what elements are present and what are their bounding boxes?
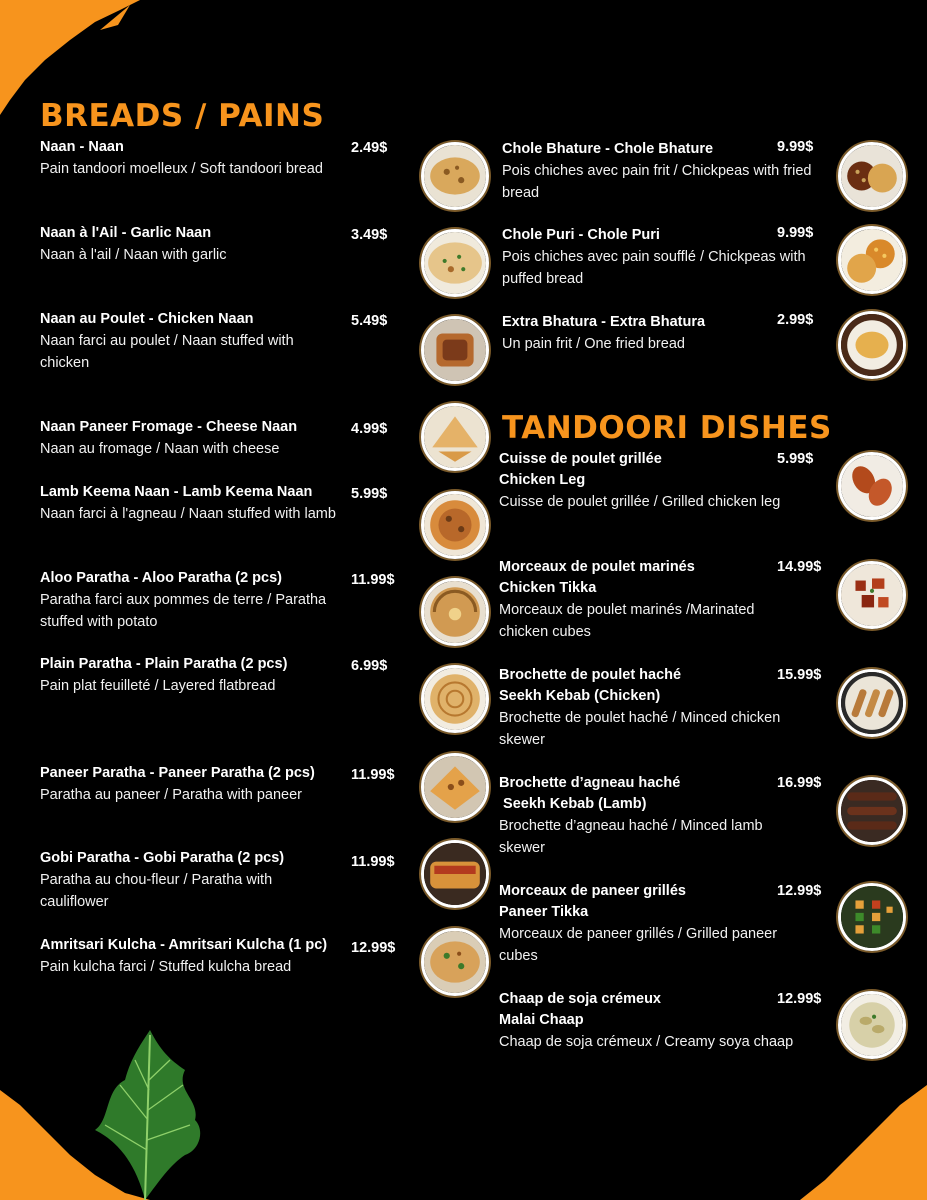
item-description: Un pain frit / One fried bread — [502, 336, 685, 352]
menu-item — [499, 773, 799, 859]
paneer-tikka-plate-image — [838, 883, 906, 951]
item-name-english: Seekh Kebab (Lamb) — [499, 796, 647, 812]
menu-item — [40, 568, 340, 633]
leaf-decoration — [75, 1030, 215, 1200]
item-name: Cuisse de poulet grillée — [499, 451, 662, 467]
item-price: 5.99$ — [351, 486, 388, 502]
item-price: 9.99$ — [777, 139, 814, 155]
menu-item — [40, 137, 340, 180]
item-price: 12.99$ — [777, 991, 822, 1007]
menu-item — [499, 881, 799, 967]
naan-plate-image — [421, 142, 489, 210]
item-description: Paratha au chou-fleur / Paratha with cauliflower — [40, 872, 273, 910]
item-name-english: Chicken Leg — [499, 472, 586, 488]
item-name: Chole Puri - Chole Puri — [502, 227, 660, 243]
bhatura-plate-image — [838, 311, 906, 379]
menu-item — [502, 225, 812, 290]
malai-chaap-plate-image — [838, 991, 906, 1059]
paneer-paratha-plate-image — [421, 753, 489, 821]
menu-item — [499, 557, 799, 643]
item-price: 16.99$ — [777, 775, 822, 791]
item-description: Naan farci au poulet / Naan stuffed with chicken — [40, 333, 294, 371]
chole-bhature-plate-image — [838, 142, 906, 210]
gobi-paratha-plate-image — [421, 840, 489, 908]
item-price: 11.99$ — [351, 767, 395, 783]
item-price: 2.49$ — [351, 140, 388, 156]
item-price: 9.99$ — [777, 225, 814, 241]
chicken-leg-plate-image — [838, 452, 906, 520]
item-name-english: Paneer Tikka — [499, 904, 589, 920]
item-price: 15.99$ — [777, 667, 822, 683]
item-name: Extra Bhatura - Extra Bhatura — [502, 314, 706, 330]
item-name-english: Seekh Kebab (Chicken) — [499, 688, 661, 704]
item-price: 6.99$ — [351, 658, 388, 674]
item-name-english: Chicken Tikka — [499, 580, 597, 596]
plain-paratha-plate-image — [421, 665, 489, 733]
menu-item — [40, 309, 340, 374]
item-name: Paneer Paratha - Paneer Paratha (2 pcs) — [40, 765, 315, 781]
item-description: Pois chiches avec pain frit / Chickpeas with fried bread — [502, 163, 812, 201]
item-name-english: Malai Chaap — [499, 1012, 584, 1028]
item-name: Morceaux de poulet marinés — [499, 559, 695, 575]
item-name: Amritsari Kulcha - Amritsari Kulcha (1 pc) — [40, 937, 328, 953]
item-description: Paratha farci aux pommes de terre / Paratha stuffed with potato — [40, 592, 327, 630]
item-price: 5.99$ — [777, 451, 814, 467]
menu-item — [502, 139, 812, 204]
item-description: Naan à l'ail / Naan with garlic — [40, 247, 227, 263]
item-name: Naan à l'Ail - Garlic Naan — [40, 225, 212, 241]
item-description: Naan au fromage / Naan with cheese — [40, 441, 280, 457]
chole-puri-plate-image — [838, 226, 906, 294]
menu-item — [502, 312, 812, 355]
item-name: Brochette de poulet haché — [499, 667, 682, 683]
cheese-naan-plate-image — [421, 403, 489, 471]
menu-item — [40, 935, 340, 978]
item-price: 14.99$ — [777, 559, 822, 575]
garlic-naan-plate-image — [421, 229, 489, 297]
item-description: Morceaux de paneer grillés / Grilled paneer cubes — [499, 926, 778, 964]
keema-naan-plate-image — [421, 491, 489, 559]
item-description: Paratha au paneer / Paratha with paneer — [40, 787, 302, 803]
chicken-naan-plate-image — [421, 316, 489, 384]
item-price: 3.49$ — [351, 227, 388, 243]
tandoori-section-title: TANDOORI DISHES — [502, 410, 832, 446]
item-name: Naan Paneer Fromage - Cheese Naan — [40, 419, 298, 435]
kulcha-plate-image — [421, 928, 489, 996]
orange-brush-bottom-right — [780, 1085, 927, 1200]
item-price: 2.99$ — [777, 312, 814, 328]
item-description: Brochette d’agneau haché / Minced lamb skewer — [499, 818, 763, 856]
item-price: 4.99$ — [351, 421, 388, 437]
menu-item — [40, 654, 340, 697]
menu-item — [499, 449, 799, 513]
menu-item — [40, 223, 340, 266]
item-name: Chole Bhature - Chole Bhature — [502, 141, 714, 157]
item-name: Gobi Paratha - Gobi Paratha (2 pcs) — [40, 850, 285, 866]
menu-item — [499, 665, 799, 751]
menu-item — [40, 417, 340, 460]
item-description: Naan farci à l'agneau / Naan stuffed with lamb — [40, 506, 336, 522]
item-description: Pain plat feuilleté / Layered flatbread — [40, 678, 276, 694]
item-price: 12.99$ — [351, 940, 396, 956]
item-description: Cuisse de poulet grillée / Grilled chicken leg — [499, 494, 781, 510]
chicken-tikka-plate-image — [838, 561, 906, 629]
item-name: Naan - Naan — [40, 139, 124, 155]
item-name: Lamb Keema Naan - Lamb Keema Naan — [40, 484, 313, 500]
menu-item — [40, 763, 340, 806]
menu-item — [40, 848, 340, 913]
menu-item — [40, 482, 340, 525]
item-name: Morceaux de paneer grillés — [499, 883, 686, 899]
item-name: Brochette d’agneau haché — [499, 775, 681, 791]
item-price: 5.49$ — [351, 313, 388, 329]
item-description: Pain tandoori moelleux / Soft tandoori bread — [40, 161, 323, 177]
item-description: Brochette de poulet haché / Minced chicken skewer — [499, 710, 781, 748]
aloo-paratha-plate-image — [421, 578, 489, 646]
item-price: 11.99$ — [351, 854, 395, 870]
item-price: 11.99$ — [351, 572, 395, 588]
item-price: 12.99$ — [777, 883, 822, 899]
item-name: Plain Paratha - Plain Paratha (2 pcs) — [40, 656, 288, 672]
item-name: Aloo Paratha - Aloo Paratha (2 pcs) — [40, 570, 282, 586]
seekh-chicken-plate-image — [838, 669, 906, 737]
item-description: Pain kulcha farci / Stuffed kulcha bread — [40, 959, 292, 975]
item-description: Morceaux de poulet marinés /Marinated chicken cubes — [499, 602, 755, 640]
item-description: Chaap de soja crémeux / Creamy soya chaap — [499, 1034, 794, 1050]
item-name: Naan au Poulet - Chicken Naan — [40, 311, 254, 327]
seekh-lamb-plate-image — [838, 777, 906, 845]
breads-section-title: BREADS / PAINS — [40, 98, 325, 134]
menu-item — [499, 989, 799, 1053]
item-name: Chaap de soja crémeux — [499, 991, 661, 1007]
item-description: Pois chiches avec pain soufflé / Chickpeas with puffed bread — [502, 249, 806, 287]
